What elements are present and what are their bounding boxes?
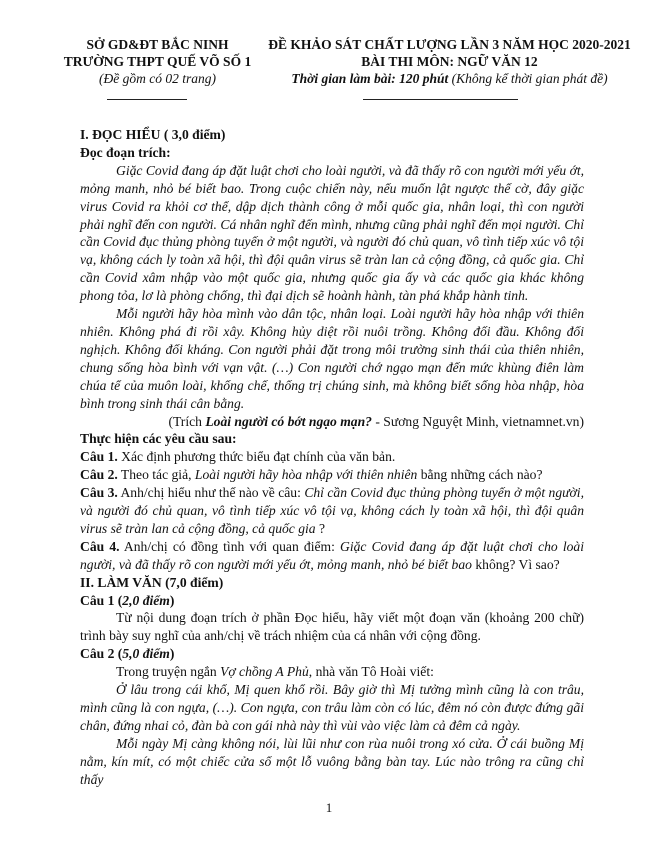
question-1: [80, 448, 584, 466]
c2-score: 5,0 điểm: [122, 646, 170, 662]
c2-intro-title: Vợ chồng A Phủ: [220, 664, 309, 680]
c2-intro-pre: Trong truyện ngắn: [116, 664, 221, 680]
question-2: [80, 466, 584, 484]
c1-close: ): [169, 592, 175, 608]
essay-quote-2: Mỗi ngày Mị càng không nói, lùi lũi như con rùa nuôi trong xó cửa. Ở cái buồng Mị nằm, kín mít, có một chiếc cửa sổ một lỗ vuông bằng bàn tay. Lúc nào trông ra cũng chỉ thấy: [80, 735, 584, 787]
q4-post: không? Vì sao?: [471, 556, 560, 572]
part1-heading: I. ĐỌC HIỂU ( 3,0 điểm): [80, 127, 226, 142]
school-name: TRƯỜNG THPT QUẾ VÕ SỐ 1: [63, 54, 252, 69]
exam-time: [262, 70, 637, 87]
c2-intro-post: , nhà văn Tô Hoài viết:: [308, 664, 434, 680]
page-number: 1: [325, 800, 333, 815]
question-4: [80, 538, 584, 574]
q2-label: Câu 2.: [80, 467, 118, 483]
exam-time-note: (Không kể thời gian phát đề): [448, 71, 608, 86]
q2-italic: Loài người hãy hòa nhập với thiên nhiên: [194, 467, 418, 483]
exam-subject: BÀI THI MÔN: NGỮ VĂN 12: [361, 54, 538, 69]
q4-italic: Giặc Covid đang áp đặt luật chơi cho loài người, và đã thấy rõ con người mới yếu ớt, mỏng manh, nhỏ bé biết bao: [80, 538, 584, 572]
exam-content: [80, 126, 584, 789]
source-suffix: - Sương Nguyệt Minh, vietnamnet.vn): [371, 413, 584, 429]
page-count-note: (Đề gồm có 02 trang): [99, 71, 216, 86]
essay-question-2-label: [80, 645, 584, 663]
school-header: [40, 36, 275, 87]
passage-source: [80, 413, 584, 431]
c1-score: 2,0 điểm: [122, 592, 170, 608]
c1-label: Câu 1 (: [80, 592, 123, 608]
q3-italic: Chỉ cần Covid đục thủng phòng tuyến ở một người, và người đó chủ quan, vô tình tiếp xúc vô tội vạ, không cách ly toàn xã hội, thì đội quân virus sẽ tràn lan cả cộng đồng, cả quốc gia: [80, 485, 584, 536]
left-header-rule: [107, 99, 187, 100]
c2-label: Câu 2 (: [80, 646, 123, 662]
q2-post: bằng những cách nào?: [417, 467, 543, 483]
exam-header: [262, 36, 637, 87]
essay-question-1-label: [80, 592, 584, 610]
part2-heading: II. LÀM VĂN (7,0 điểm): [80, 574, 224, 590]
department-name: SỞ GD&ĐT BẮC NINH: [86, 37, 229, 52]
right-header-rule: [363, 99, 518, 100]
question-3: [80, 484, 584, 538]
passage-paragraph-2: Mỗi người hãy hòa mình vào dân tộc, nhân loại. Loài người hãy hòa nhập với thiên nhiên. Không phá đi rồi xây. Không hủy diệt rồi nuôi trồng. Không đối đầu. Không đối nghịch. Không đối kháng. Con người phải đặt trong môi trường sinh thái của thiên nhiên, chung sống hòa bình với vạn vật. (…) Con người chớ ngạo mạn đến mức khùng điên làm chúa tể của muôn loài, khống chế, thống trị chúng sinh, mà không biết sống hòa nhập, hòa bình trong sinh thái cân bằng.: [80, 306, 584, 411]
q1-text: Xác định phương thức biểu đạt chính của văn bản.: [117, 449, 396, 465]
q4-label: Câu 4.: [80, 538, 120, 554]
requirements-heading: Thực hiện các yêu cầu sau:: [80, 431, 237, 447]
essay-question-1-text: Từ nội dung đoạn trích ở phần Đọc hiểu, hãy viết một đoạn văn (khoảng 200 chữ) trình bày suy nghĩ của anh/chị về trách nhiệm của cá nhân với cộng đồng.: [80, 610, 584, 644]
passage-label: Đọc đoạn trích:: [80, 144, 171, 160]
q3-post: ?: [315, 520, 326, 536]
essay-question-2-intro: [80, 663, 584, 681]
q3-pre: Anh/chị hiểu như thế nào về câu:: [117, 485, 305, 501]
q1-label: Câu 1.: [80, 449, 118, 465]
q4-pre: Anh/chị có đồng tình với quan điểm:: [119, 538, 341, 554]
exam-title: ĐỀ KHẢO SÁT CHẤT LƯỢNG LẦN 3 NĂM HỌC 2020-2021: [268, 37, 631, 52]
source-prefix: (Trích: [168, 413, 206, 429]
q3-label: Câu 3.: [80, 485, 118, 501]
essay-quote-1: Ở lâu trong cái khổ, Mị quen khổ rồi. Bây giờ thì Mị tưởng mình cũng là con trâu, mình cũng là con ngựa, (…). Con ngựa, con trâu làm còn có lúc, đêm nó còn được đứng gãi chân, đứng nhai cỏ, đàn bà con gái nhà này thì vùi vào việc làm cả đêm cả ngày.: [80, 682, 584, 733]
passage-paragraph-1: Giặc Covid đang áp đặt luật chơi cho loài người, và đã thấy rõ con người mới yếu ớt, mỏng manh, nhỏ bé biết bao. Trong cuộc chiến này, nếu muốn lật ngược thế cờ, đây giặc virus Covid ra khỏi cơ thể, dập dịch thành công ở mỗi quốc gia, nhân loại, thì con người phải nghĩ đến con người. Cá nhân nghĩ đến mình, nhưng cũng phải nghĩ đến mọi người. Chỉ cần Covid đục thủng phòng tuyến ở một người, và người đó chủ quan, vô tình tiếp xúc vô tội vạ, không cách ly toàn xã hội, thì đội quân virus sẽ tràn lan cả cộng đồng, cả quốc gia. Chỉ cần Covid xâm nhập vào một quốc gia, nhưng quốc gia ấy và các quốc gia khác không phong tỏa, lơ là phòng chống, thì đại dịch sẽ hoành hành, tàn phá khắp hành tinh.: [80, 162, 584, 304]
c2-close: ): [169, 646, 175, 662]
q2-pre: Theo tác giả,: [117, 467, 195, 483]
exam-time-label: Thời gian làm bài: 120 phút: [291, 71, 449, 86]
source-title: Loài người có bớt ngạo mạn?: [205, 413, 372, 429]
